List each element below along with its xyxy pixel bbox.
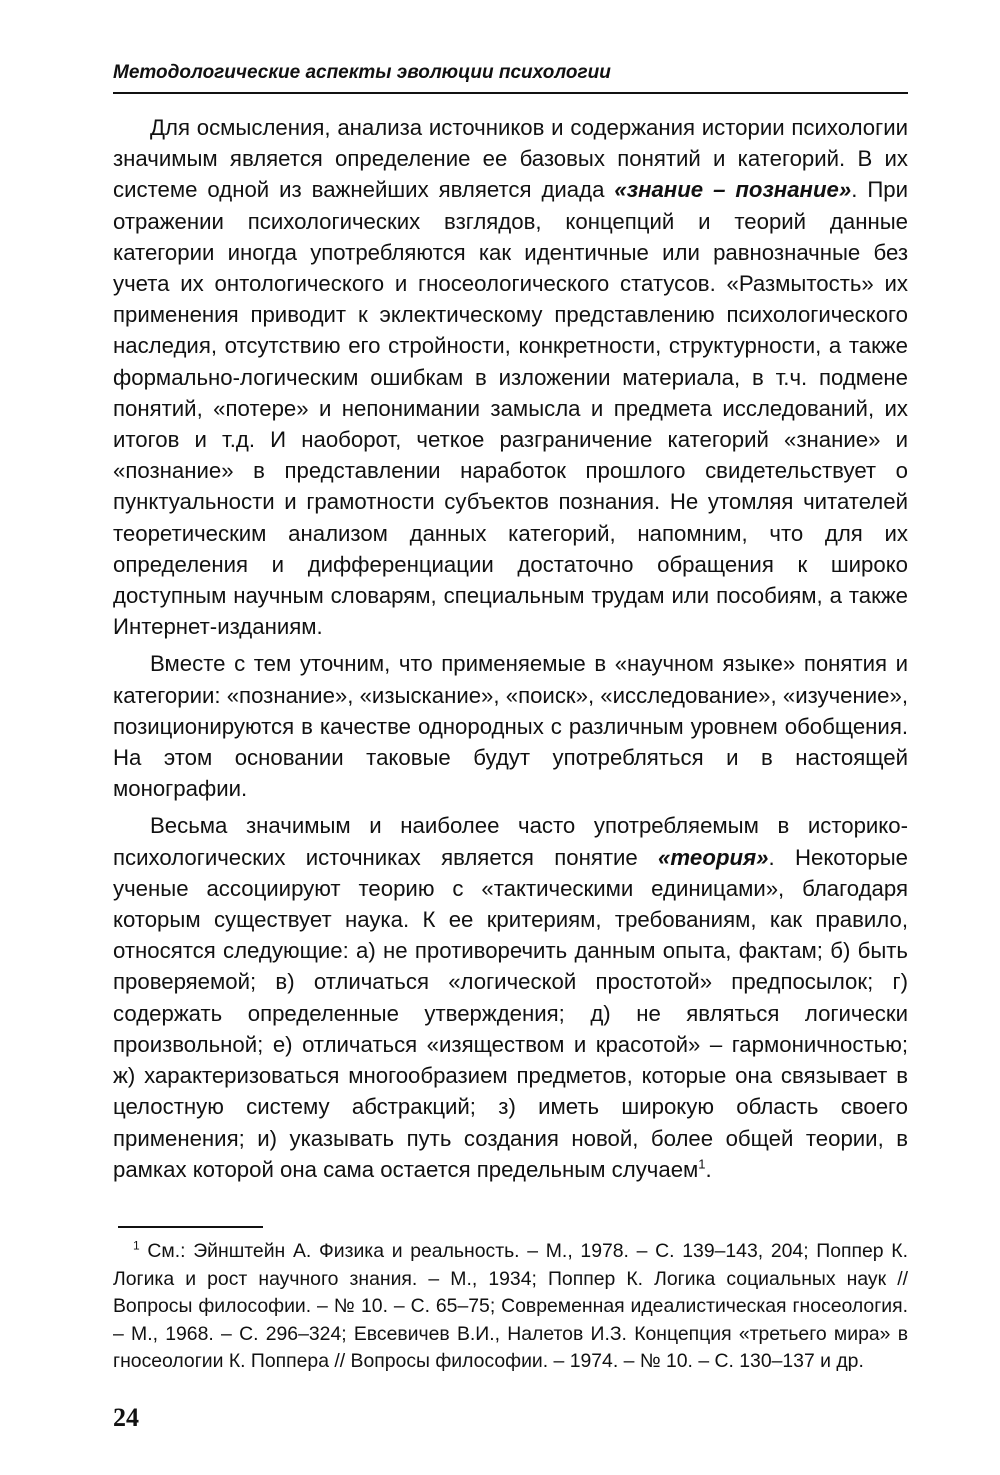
footnote bbox=[113, 1238, 908, 1376]
paragraph-3-text-a: Весьма значимым и наиболее часто употребляемым в историко-психологических источниках является понятие bbox=[113, 813, 908, 870]
page-number: 24 bbox=[113, 1403, 139, 1432]
term-theory: «теория» bbox=[658, 844, 769, 870]
main-text bbox=[113, 112, 908, 1185]
paragraph-1-text-b: . При отражении психологических взглядов, концепций и теорий данные категории иногда употребляются как идентичные или равнозначные без учета их онтологического и гносеологического статусов. «Размытость» их применения приводит к эклектическому представлению психологического наследия, отсутствию его стройности, конкретности, структурности, а также формально-логическим ошибкам в изложении материала, в т.ч. подмене понятий, «потере» и непонимании замысла и предмета исследований, их итогов и т.д. И наоборот, четкое разграничение категорий «знание» и «познание» в представлении наработок прошлого свидетельствует о пунктуальности и грамотности субъектов познания. Не утомляя читателей теоретическим анализом данных категорий, напомним, что для их определения и дифференциации достаточно обращения к широко доступным научным словарям, специальным трудам или пособиям, а также Интернет-изданиям. bbox=[113, 177, 908, 640]
paragraph-theory bbox=[113, 810, 908, 1184]
paragraph-3-text-b: . Некоторые ученые ассоциируют теорию с «тактическими единицами», благодаря которым существует наука. К ее критериям, требованиям, как правило, относятся следующие: а) не противоречить данным опыта, фактам; б) быть проверяемой; в) отличаться «логической простотой» предпосылок; г) содержать определенные утверждения; д) не являться логически произвольной; е) отличаться «изяществом и красотой» – гармоничностью; ж) характеризоваться многообразием предметов, которые она связывает в целостную систему абстракций; з) иметь широкую область своего применения; и) указывать путь создания новой, более общей теории, в рамках которой она сама остается предельным случаем bbox=[113, 844, 909, 1182]
running-header: Методологические аспекты эволюции психологии bbox=[113, 60, 908, 94]
footnote-mark: 1 bbox=[133, 1238, 140, 1253]
book-page bbox=[113, 0, 913, 1475]
paragraph-knowledge-cognition bbox=[113, 112, 908, 642]
paragraph-3-text-c: . bbox=[705, 1156, 712, 1182]
paragraph-1-text-a: Для осмысления, анализа источников и содержания истории психологии значимым является определение ее базовых понятий и категорий. В их системе одной из важнейших является диада bbox=[113, 115, 908, 203]
footnote-divider bbox=[118, 1226, 263, 1228]
footnote-reference[interactable]: 1 bbox=[698, 1156, 706, 1172]
paragraph-scientific-language: Вместе с тем уточним, что применяемые в «научном языке» понятия и категории: «познание», «изыскание», «поиск», «исследование», «изучение», позиционируются в качестве однородных с различным уровнем обобщения. На этом основании таковые будут употребляться и в настоящей монографии. bbox=[113, 651, 908, 802]
footnote-text: См.: Эйнштейн А. Физика и реальность. – М., 1978. – С. 139–143, 204; Поппер К. Логика и рост научного знания. – М., 1934; Поппер К. Логика социальных наук // Вопросы философии. – № 10. – С. 65–75; Современная идеалистическая гносеология. – М., 1968. – С. 296–324; Евсевичев В.И., Налетов И.З. Концепция «третьего мира» в гносеологии К. Поппера // Вопросы философии. – 1974. – № 10. – С. 130–137 и др. bbox=[113, 1240, 908, 1373]
term-knowledge-cognition: «знание – познание» bbox=[614, 177, 852, 203]
